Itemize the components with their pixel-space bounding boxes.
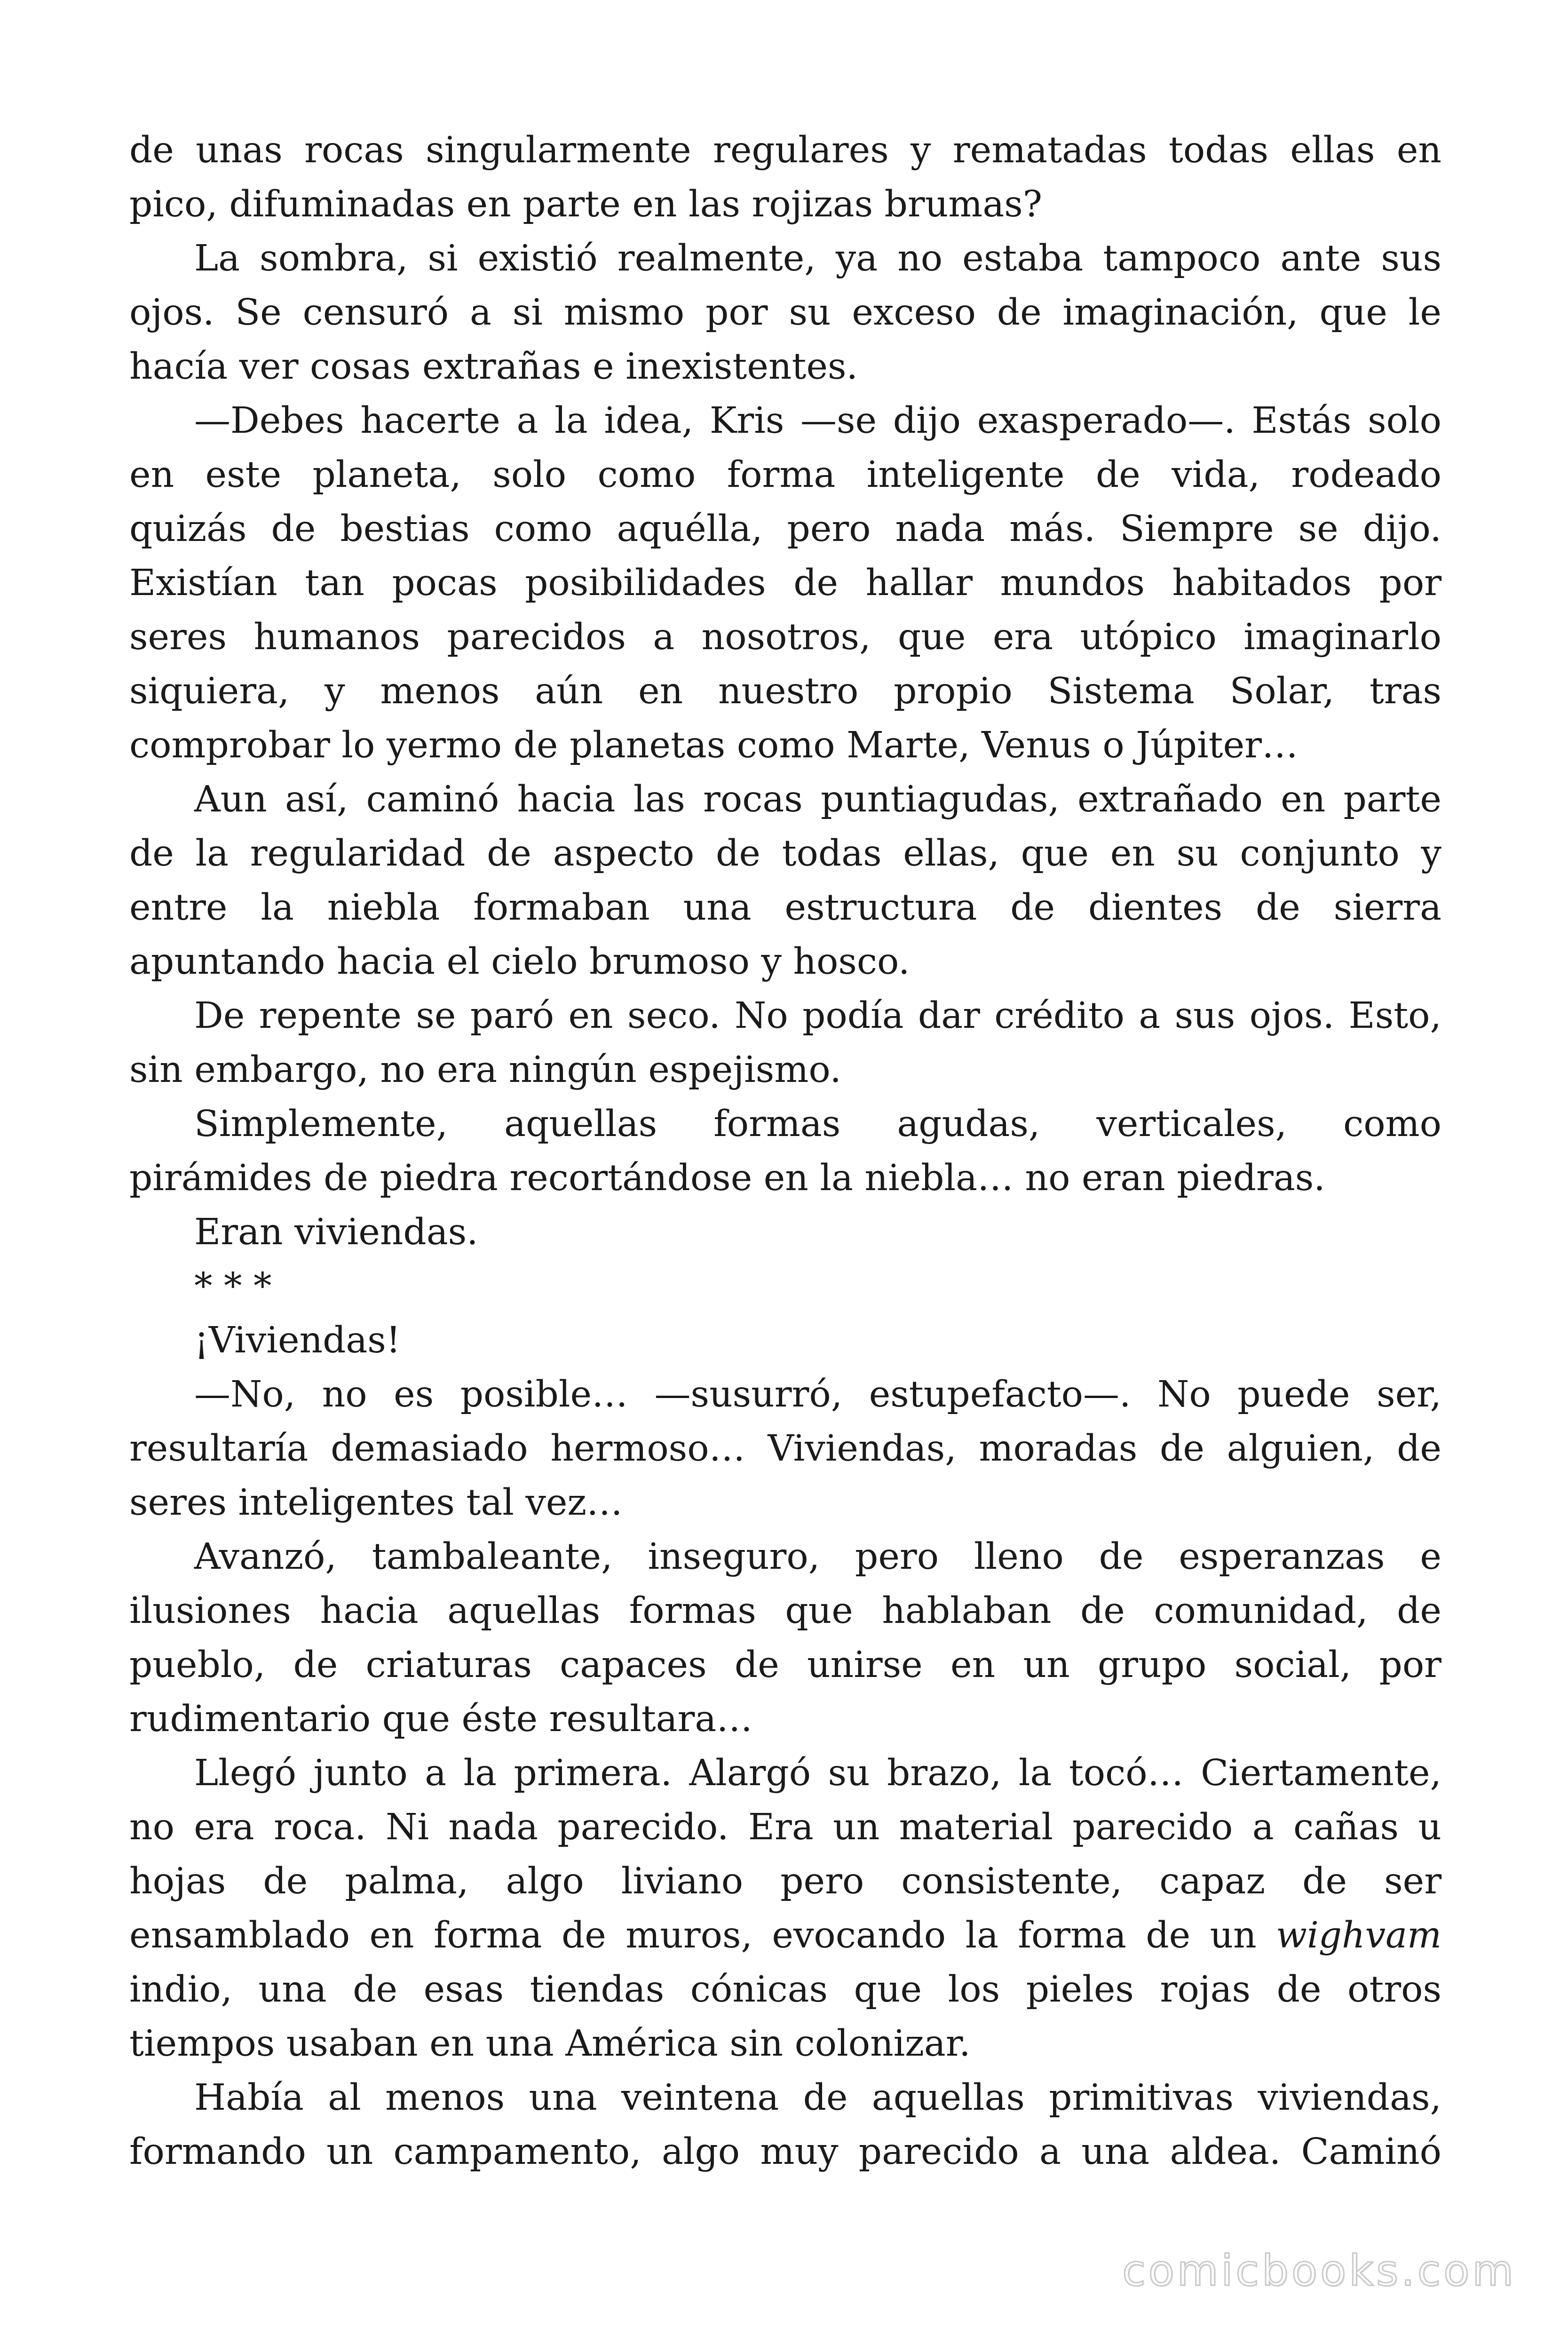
text-line-content: indio, una de esas tiendas cónicas que los pieles rojas de otros — [129, 1969, 1441, 2010]
text-line-content: —Debes hacerte a la idea, Kris —se dijo exasperado—. Estás solo — [194, 400, 1441, 442]
text-line-content: apuntando hacia el cielo brumoso y hosco. — [129, 941, 910, 983]
text-line-content: en este planeta, solo como forma inteligente de vida, rodeado — [129, 454, 1441, 496]
text-line — [129, 2017, 1441, 2071]
text-line — [129, 1800, 1441, 1854]
text-line — [129, 394, 1441, 448]
text-line-content: rudimentario que éste resultara… — [129, 1698, 753, 1740]
text-line — [129, 1422, 1441, 1476]
text-line — [129, 881, 1441, 935]
text-line-content: seres humanos parecidos a nosotros, que era utópico imaginarlo — [129, 616, 1441, 658]
text-line-content: Simplemente, aquellas formas agudas, verticales, como — [194, 1103, 1441, 1145]
text-line — [129, 340, 1441, 394]
text-line — [129, 664, 1441, 718]
text-line — [129, 772, 1441, 826]
text-line-content: sin embargo, no era ningún espejismo. — [129, 1049, 841, 1091]
text-line-content: ¡Viviendas! — [194, 1319, 401, 1361]
text-line-content: Aun así, caminó hacia las rocas puntiagudas, extrañado en parte — [194, 779, 1441, 820]
text-line — [129, 1043, 1441, 1097]
text-line-content: De repente se paró en seco. No podía dar crédito a sus ojos. Esto, — [194, 995, 1441, 1037]
text-line — [129, 1259, 1441, 1313]
text-line — [129, 1746, 1441, 1800]
text-line — [129, 1638, 1441, 1692]
italic-word: wighvam — [1276, 1915, 1441, 1956]
text-line-content: hojas de palma, algo liviano pero consistente, capaz de ser — [129, 1860, 1441, 1902]
text-line-content: tiempos usaban en una América sin colonizar. — [129, 2023, 971, 2065]
text-line-content: Existían tan pocas posibilidades de hallar mundos habitados por — [129, 562, 1441, 604]
text-line — [129, 1205, 1441, 1259]
text-line-content: ensamblado en forma de muros, evocando la forma de un — [129, 1915, 1257, 1956]
text-line-content: pirámides de piedra recortándose en la niebla… no eran piedras. — [129, 1157, 1325, 1199]
text-line — [129, 2071, 1441, 2125]
text-line — [129, 286, 1441, 340]
watermark: comicbooks.com — [1122, 2246, 1516, 2296]
text-line-content: formando un campamento, algo muy parecido a una aldea. Caminó — [129, 2131, 1441, 2173]
text-line — [129, 556, 1441, 610]
text-line-content: Había al menos una veintena de aquellas primitivas viviendas, — [194, 2077, 1441, 2119]
text-line — [129, 1097, 1441, 1151]
text-line — [129, 1584, 1441, 1638]
text-line — [129, 826, 1441, 881]
text-line — [129, 1367, 1441, 1422]
text-line-content: ojos. Se censuró a si mismo por su exceso de imaginación, que le — [129, 292, 1441, 334]
text-line-content: quizás de bestias como aquélla, pero nada más. Siempre se dijo. — [129, 508, 1441, 550]
text-line — [129, 177, 1441, 231]
text-line-content: pico, difuminadas en parte en las rojizas brumas? — [129, 183, 1043, 225]
text-line — [129, 718, 1441, 772]
text-line — [129, 1476, 1441, 1530]
text-line-content: de unas rocas singularmente regulares y rematadas todas ellas en — [129, 129, 1441, 171]
text-line — [129, 935, 1441, 989]
body-text — [129, 123, 1441, 2179]
text-line — [129, 231, 1441, 286]
text-line — [129, 989, 1441, 1043]
text-line-content: siquiera, y menos aún en nuestro propio Sistema Solar, tras — [129, 670, 1441, 712]
text-line — [129, 448, 1441, 502]
text-line — [129, 1963, 1441, 2017]
text-line — [129, 1908, 1441, 1963]
text-line-content: entre la niebla formaban una estructura de dientes de sierra — [129, 887, 1441, 929]
text-line-content: La sombra, si existió realmente, ya no estaba tampoco ante sus — [194, 238, 1441, 279]
text-line-content: Avanzó, tambaleante, inseguro, pero lleno de esperanzas e — [194, 1536, 1441, 1578]
text-line — [129, 1151, 1441, 1205]
text-line — [129, 1692, 1441, 1746]
text-line — [129, 1530, 1441, 1584]
text-line-content: comprobar lo yermo de planetas como Marte, Venus o Júpiter… — [129, 724, 1298, 766]
text-line-content: de la regularidad de aspecto de todas ellas, que en su conjunto y — [129, 833, 1441, 874]
text-line-content: hacía ver cosas extrañas e inexistentes. — [129, 346, 858, 388]
text-line — [129, 1854, 1441, 1908]
text-line — [129, 610, 1441, 664]
text-line-content: seres inteligentes tal vez… — [129, 1482, 623, 1524]
text-line-content: pueblo, de criaturas capaces de unirse en un grupo social, por — [129, 1644, 1441, 1686]
text-line-content: no era roca. Ni nada parecido. Era un material parecido a cañas u — [129, 1806, 1441, 1848]
text-line-content: Llegó junto a la primera. Alargó su brazo, la tocó… Ciertamente, — [194, 1752, 1441, 1794]
text-line — [129, 502, 1441, 556]
text-line — [129, 2125, 1441, 2179]
text-line-content: —No, no es posible… —susurró, estupefacto—. No puede ser, — [194, 1374, 1441, 1415]
text-line — [129, 123, 1441, 177]
text-line-content: resultaría demasiado hermoso… Viviendas, moradas de alguien, de — [129, 1428, 1441, 1470]
text-line-content: ilusiones hacia aquellas formas que hablaban de comunidad, de — [129, 1590, 1441, 1632]
text-line — [129, 1313, 1441, 1367]
text-line-content: Eran viviendas. — [194, 1211, 478, 1253]
text-line-content: * * * — [194, 1265, 272, 1307]
